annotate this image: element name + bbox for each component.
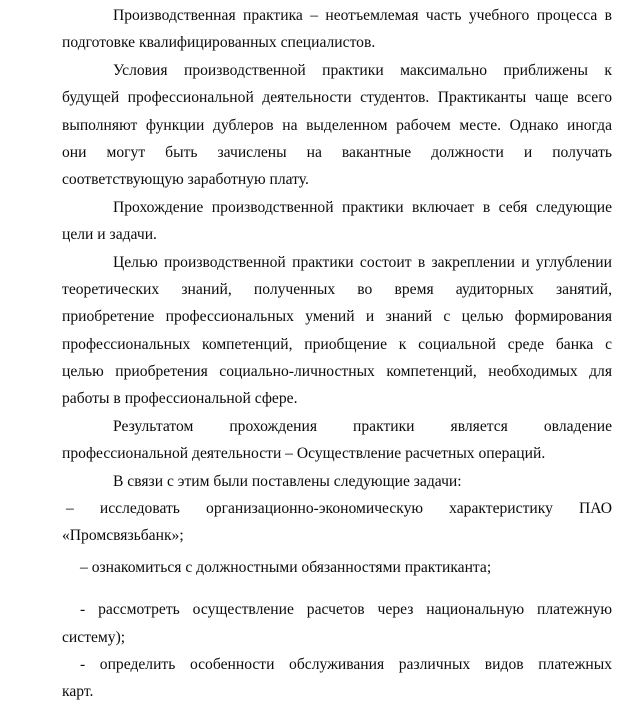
paragraph-line: теоретических знаний, полученных во время аудиторных занятий, <box>62 280 612 298</box>
paragraph-line: приобретение профессиональных умений и знаний с целью формирования <box>62 308 612 326</box>
paragraph-line: работы в профессиональной сфере. <box>62 390 298 408</box>
paragraph-line: целью приобретения социально-личностных компетенций, необходимых для <box>62 363 612 381</box>
list-item-line: карт. <box>62 683 94 701</box>
paragraph-line: профессиональной деятельности – Осуществление расчетных операций. <box>62 445 546 463</box>
paragraph-line: Результатом прохождения практики является овладение <box>113 417 612 435</box>
paragraph-line: В связи с этим были поставлены следующие задачи: <box>113 472 462 490</box>
document-body <box>62 2 612 706</box>
list-item-line: – исследовать организационно-экономическую характеристику ПАО <box>66 500 612 518</box>
paragraph-line: будущей профессиональной деятельности студентов. Практиканты чаще всего <box>62 89 612 107</box>
list-item-line: – ознакомиться с должностными обязанностями практиканта; <box>80 558 492 576</box>
list-item-line: «Промсвязьбанк»; <box>62 527 184 545</box>
paragraph-line: соответствующую заработную плату. <box>62 171 309 189</box>
paragraph-line: профессиональных компетенций, приобщение к социальной среде банка с <box>62 335 612 353</box>
list-item-line: - рассмотреть осуществление расчетов через национальную платежную <box>80 601 612 619</box>
paragraph-line: подготовке квалифицированных специалистов. <box>62 34 376 52</box>
paragraph-line: Производственная практика – неотъемлемая часть учебного процесса в <box>113 7 612 24</box>
paragraph-line: Прохождение производственной практики включает в себя следующие <box>113 198 612 216</box>
paragraph-line: Целью производственной практики состоит в закреплении и углублении <box>113 253 612 271</box>
list-item-line: систему); <box>62 628 126 646</box>
paragraph-line: Условия производственной практики максимально приближены к <box>113 61 612 79</box>
paragraph-line: они могут быть зачислены на вакантные должности и получать <box>62 143 612 161</box>
list-item-line: - определить особенности обслуживания различных видов платежных <box>80 655 612 673</box>
paragraph-line: выполняют функции дублеров на выделенном рабочем месте. Однако иногда <box>62 116 612 134</box>
paragraph-line: цели и задачи. <box>62 226 157 244</box>
